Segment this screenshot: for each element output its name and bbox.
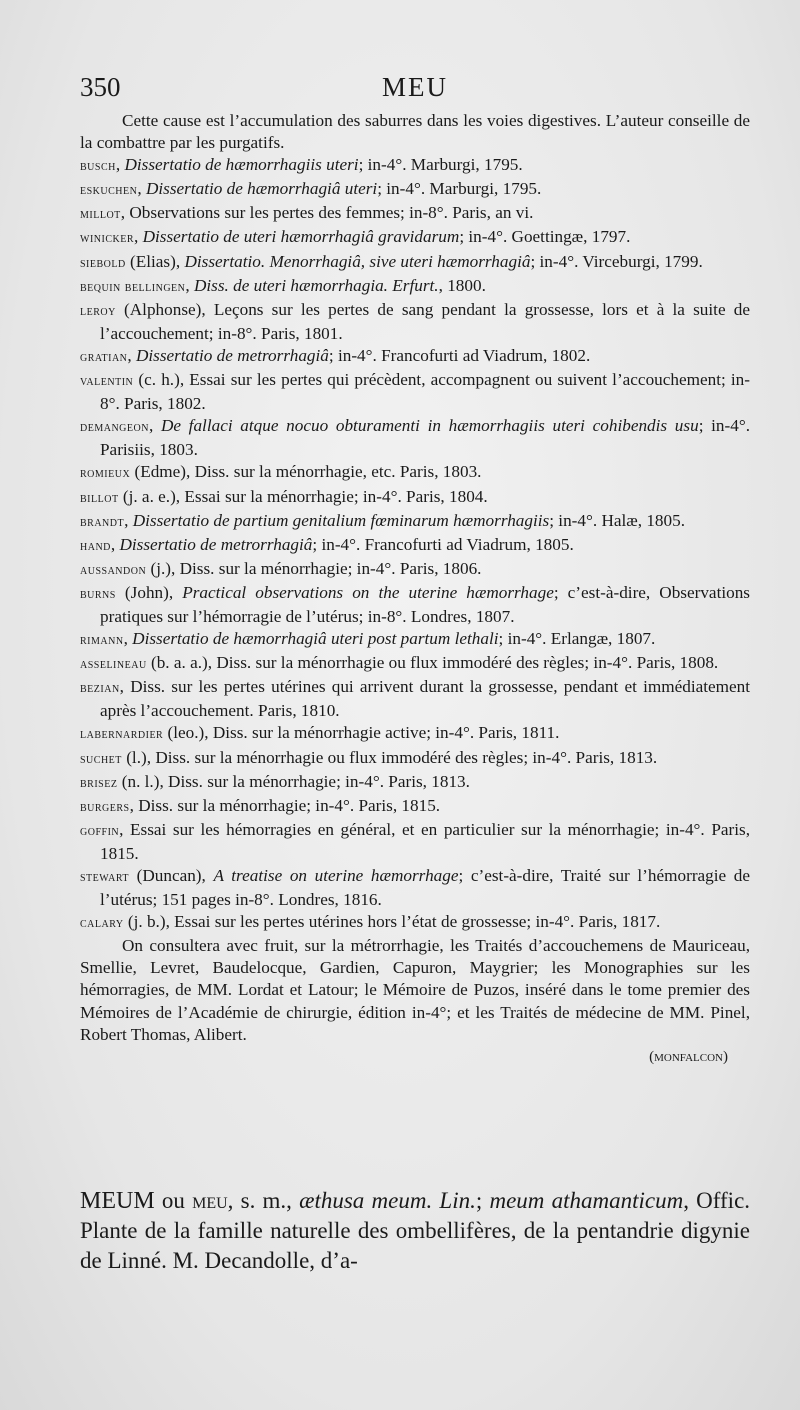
definition-part-1: , s. m., [227,1188,300,1213]
bibliography-entry [80,510,750,534]
latin-name-2: meum athamanticum [489,1188,684,1213]
entry-text: ; in-4°. Halæ, 1805. [549,510,686,530]
author-signature: (monfalcon) [649,1048,728,1065]
entry-title: Dissertatio de hæmorrhagiâ uteri [145,179,378,199]
entry-text: ; in-4°. Francofurti ad Viadrum, 1805. [312,534,574,554]
entry-author: suchet [80,751,122,767]
entry-author: winicker [80,231,134,247]
entry-author: asselineau [80,657,147,673]
headword: MEUM [80,1188,155,1214]
entry-text: , [134,227,143,247]
bibliography-list [80,154,750,935]
bibliography-entry [80,275,750,299]
entry-author: brandt [80,514,125,530]
entry-author: burns [80,586,116,602]
bibliography-entry [80,534,750,558]
entry-title: Dissertatio de uteri hæmorrhagiâ gravidarum [142,227,460,247]
bibliography-entry [80,345,750,369]
entry-text: ; in-4°. Marburgi, 1795. [358,155,523,175]
bibliography-entry [80,676,750,722]
entry-author: calary [80,916,124,932]
entry-text: , [123,629,133,649]
entry-text: ; in-4°. Francofurti ad Viadrum, 1802. [328,345,591,365]
entry-author: burgers [80,799,130,815]
entry-author: brisez [80,775,118,791]
running-head: MEU [382,72,448,102]
entry-title: Dissertatio de partium genitalium fœminarum hæmorrhagiis [132,510,550,530]
page-header [80,72,750,108]
entry-author: bequin bellingen [80,279,186,295]
entry-text: (n. l.), Diss. sur la ménorrhagie; in-4°. Paris, 1813. [117,771,470,791]
entry-title: Dissertatio. Menorrhagiâ, sive uteri hæmorrhagiâ [184,251,531,271]
entry-author: busch [80,159,116,175]
entry-title: Practical observations on the uterine hæmorrhage [182,582,554,602]
bibliography-entry [80,747,750,771]
entry-author: siebold [80,255,126,271]
bibliography-entry [80,461,750,485]
entry-text: ; in-4°. Parisiis, 1803. [100,416,751,460]
entry-author: hand [80,538,111,554]
entry-text: ; c’est-à-dire, Observations pratiques sur l’hémorragie de l’utérus; in-8°. Londres, 1807. [100,582,750,626]
entry-text: ; c’est-à-dire, Traité sur l’hémorragie de l’utérus; 151 pages in-8°. Londres, 1816. [100,866,751,910]
bibliography-entry [80,486,750,510]
definition-part-2: ; [475,1188,490,1213]
entry-text: ; in-4°. Goettingæ, 1797. [459,227,631,247]
entry-text: , [185,275,194,295]
entry-text: , [124,510,133,530]
bibliography-entry [80,558,750,582]
bibliography-entry [80,299,750,345]
bibliography-entry [80,722,750,746]
bibliography-entry [80,628,750,652]
alt-headword: meu [192,1188,228,1213]
entry-text: , [137,179,146,199]
entry-author: eskuchen [80,183,138,199]
entry-text: , Diss. sur les pertes utérines qui arrivent durant la grossesse, pendant et immédiatement après l’accouchement. Paris, 1810. [100,677,750,721]
entry-author: millot [80,207,121,223]
entry-text: , [115,155,125,175]
entry-title: A treatise on uterine hæmorrhage [213,866,459,885]
intro-paragraph: Cette cause est l’accumulation des saburres dans les voies digestives. L’auteur conseille de la combattre par les purgatifs. [80,111,750,153]
bibliography-entry [80,819,750,865]
entry-text: , [148,416,161,436]
entry-author: stewart [80,870,130,885]
bibliography-entry [80,795,750,819]
entry-text: (leo.), Diss. sur la ménorrhagie active; in-4°. Paris, 1811. [163,723,560,743]
bibliography-entry [80,369,750,415]
latin-name-1: æthusa meum. Lin. [299,1188,476,1213]
entry-text: (John), [115,582,183,602]
bibliography-entry [80,911,750,935]
entry-author: demangeon [80,420,149,436]
entry-title: Dissertatio de hæmorrhagiâ uteri post partum lethali [132,629,499,649]
entry-author: gratian [80,349,128,365]
entry-text: ; in-4°. Erlangæ, 1807. [498,629,656,649]
conjunction: ou [154,1188,193,1213]
entry-author: leroy [80,303,116,319]
entry-text: (Elias), [125,251,185,271]
bibliography-entry [80,226,750,250]
main-text [80,110,750,1068]
entry-author: romieux [80,466,131,482]
entry-text: , Essai sur les hémorragies en général, et en particulier sur la ménorrhagie; in-4°. Paris, 1815. [100,819,750,863]
entry-text: , [127,345,136,365]
entry-text: (j.), Diss. sur la ménorrhagie; in-4°. Paris, 1806. [146,558,482,578]
bibliography-entry [80,415,750,461]
entry-text: ; in-4°. Virceburgi, 1799. [530,251,703,271]
entry-text: (c. h.), Essai sur les pertes qui précèdent, accompagnent ou suivent l’accouchement; in-8°. Paris, 1802. [100,370,750,414]
entry-author: billot [80,490,119,506]
bibliography-entry [80,865,750,911]
entry-title: Dissertatio de metrorrhagiâ [135,345,329,365]
entry-author: aussandon [80,562,147,578]
entry-text: (j. b.), Essai sur les pertes utérines hors l’état de grossesse; in-4°. Paris, 1817. [123,912,661,932]
entry-title: Dissertatio de metrorrhagiâ [119,534,313,554]
entry-title: Diss. de uteri hæmorrhagia. Erfurt. [193,275,439,295]
entry-text: (Duncan), [129,866,214,885]
entry-text: (b. a. a.), Diss. sur la ménorrhagie ou flux immodéré des règles; in-4°. Paris, 1808. [146,653,719,673]
bibliography-entry [80,154,750,178]
bibliography-entry [80,771,750,795]
entry-author: goffin [80,823,120,839]
entry-text: (Edme), Diss. sur la ménorrhagie, etc. Paris, 1803. [130,462,482,482]
entry-text: (l.), Diss. sur la ménorrhagie ou flux immodéré des règles; in-4°. Paris, 1813. [121,747,658,767]
entry-title: Dissertatio de hæmorrhagiis uteri [124,155,359,175]
page-number: 350 [80,72,121,102]
entry-text: ; in-4°. Marburgi, 1795. [377,179,542,199]
entry-text: , Observations sur les pertes des femmes; in-8°. Paris, an vi. [120,203,534,223]
bibliography-entry [80,582,750,628]
entry-author: labernardier [80,727,164,743]
closing-paragraph: On consultera avec fruit, sur la métrorrhagie, les Traités d’accouchemens de Mauriceau, Smellie, Levret, Baudelocque, Gardien, Capuron, Maygrier; les Monographies sur les hémorragies, de MM. Lordat et Latour; le Mémoire de Puzos, inséré dans le tome premier des Mémoires de l’Académie de chirurgie, édition in-4°; et les Traités de médecine de MM. Pinel, Robert Thomas, Alibert. [80,936,750,1044]
entry-text: , 1800. [438,275,486,295]
entry-author: rimann [80,633,124,649]
definition-part-3: , Offic. Plante de la famille naturelle des ombellifères, de la pentandrie digynie de Linné. M. Decandolle, d’a- [80,1188,751,1273]
bibliography-entry [80,251,750,275]
entry-text: , [110,534,120,554]
bibliography-entry [80,178,750,202]
entry-title: De fallaci atque nocuo obturamenti in hæmorrhagiis uteri cohibendis usu [160,416,699,436]
bibliography-entry [80,202,750,226]
entry-author: valentin [80,374,134,390]
entry-text: (Alphonse), Leçons sur les pertes de sang pendant la grossesse, lors et à la suite de l’accouchement; in-8°. Paris, 1801. [100,299,750,343]
entry-author: bezian [80,681,120,697]
bibliography-entry [80,652,750,676]
article-meum [80,1186,750,1276]
entry-text: (j. a. e.), Essai sur la ménorrhagie; in-4°. Paris, 1804. [118,486,488,506]
entry-text: , Diss. sur la ménorrhagie; in-4°. Paris, 1815. [129,795,441,815]
